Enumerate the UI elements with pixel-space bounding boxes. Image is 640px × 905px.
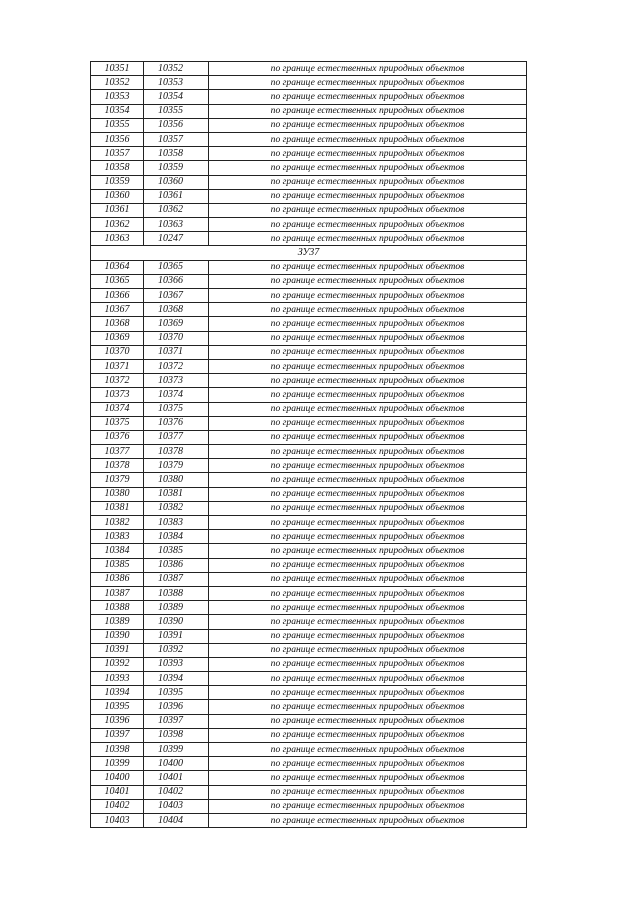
table-row	[91, 714, 527, 728]
point-from-cell: 10370	[91, 345, 144, 359]
boundary-description-cell: по границе естественных природных объектов	[209, 757, 527, 771]
table-row	[91, 76, 527, 90]
point-to-cell: 10367	[144, 289, 209, 303]
boundary-description-cell: по границе естественных природных объектов	[209, 218, 527, 232]
table-row	[91, 743, 527, 757]
point-to-cell: 10353	[144, 76, 209, 90]
boundary-description-cell: по границе естественных природных объектов	[209, 459, 527, 473]
point-from-cell: 10392	[91, 657, 144, 671]
point-to-cell: 10378	[144, 445, 209, 459]
point-to-cell: 10389	[144, 601, 209, 615]
point-to-cell: 10360	[144, 175, 209, 189]
boundary-description-cell: по границе естественных природных объектов	[209, 558, 527, 572]
point-to-cell: 10376	[144, 416, 209, 430]
point-to-cell: 10393	[144, 657, 209, 671]
point-from-cell: 10371	[91, 359, 144, 373]
table-row	[91, 161, 527, 175]
point-from-cell: 10357	[91, 147, 144, 161]
table-row	[91, 331, 527, 345]
point-from-cell: 10376	[91, 430, 144, 444]
point-to-cell: 10372	[144, 359, 209, 373]
point-to-cell: 10365	[144, 260, 209, 274]
table-row	[91, 62, 527, 76]
point-from-cell: 10373	[91, 388, 144, 402]
boundary-description-cell: по границе естественных природных объектов	[209, 161, 527, 175]
boundary-description-cell: по границе естественных природных объектов	[209, 62, 527, 76]
point-to-cell: 10375	[144, 402, 209, 416]
point-from-cell: 10375	[91, 416, 144, 430]
point-to-cell: 10398	[144, 728, 209, 742]
table-row	[91, 586, 527, 600]
point-to-cell: 10392	[144, 643, 209, 657]
table-row	[91, 516, 527, 530]
boundary-description-cell: по границе естественных природных объектов	[209, 189, 527, 203]
table-row	[91, 203, 527, 217]
point-from-cell: 10379	[91, 473, 144, 487]
boundary-description-cell: по границе естественных природных объектов	[209, 104, 527, 118]
boundary-description-cell: по границе естественных природных объектов	[209, 473, 527, 487]
table-row	[91, 218, 527, 232]
table-row	[91, 445, 527, 459]
table-row	[91, 459, 527, 473]
boundary-description-cell: по границе естественных природных объектов	[209, 672, 527, 686]
boundary-points-table	[90, 61, 527, 828]
table-row	[91, 175, 527, 189]
point-to-cell: 10357	[144, 132, 209, 146]
boundary-description-cell: по границе естественных природных объектов	[209, 530, 527, 544]
point-to-cell: 10382	[144, 501, 209, 515]
point-from-cell: 10388	[91, 601, 144, 615]
point-from-cell: 10372	[91, 374, 144, 388]
point-to-cell: 10377	[144, 430, 209, 444]
table-row	[91, 487, 527, 501]
boundary-description-cell: по границе естественных природных объектов	[209, 629, 527, 643]
boundary-description-cell: по границе естественных природных объектов	[209, 728, 527, 742]
table-row	[91, 544, 527, 558]
boundary-description-cell: по границе естественных природных объектов	[209, 374, 527, 388]
boundary-description-cell: по границе естественных природных объектов	[209, 700, 527, 714]
boundary-description-cell: по границе естественных природных объектов	[209, 274, 527, 288]
table-row	[91, 104, 527, 118]
table-row	[91, 501, 527, 515]
boundary-description-cell: по границе естественных природных объектов	[209, 785, 527, 799]
point-from-cell: 10394	[91, 686, 144, 700]
table-row	[91, 629, 527, 643]
table-row	[91, 274, 527, 288]
point-from-cell: 10374	[91, 402, 144, 416]
table-row	[91, 615, 527, 629]
table-row	[91, 90, 527, 104]
boundary-description-cell: по границе естественных природных объектов	[209, 643, 527, 657]
point-to-cell: 10371	[144, 345, 209, 359]
point-to-cell: 10384	[144, 530, 209, 544]
table-row	[91, 572, 527, 586]
table-row	[91, 530, 527, 544]
point-from-cell: 10378	[91, 459, 144, 473]
table-row	[91, 757, 527, 771]
table-row	[91, 430, 527, 444]
point-from-cell: 10401	[91, 785, 144, 799]
table-row	[91, 785, 527, 799]
table-row	[91, 232, 527, 246]
point-to-cell: 10401	[144, 771, 209, 785]
boundary-description-cell: по границе естественных природных объектов	[209, 76, 527, 90]
table-row	[91, 359, 527, 373]
boundary-description-cell: по границе естественных природных объектов	[209, 175, 527, 189]
boundary-description-cell: по границе естественных природных объектов	[209, 516, 527, 530]
point-from-cell: 10382	[91, 516, 144, 530]
table-row	[91, 260, 527, 274]
boundary-description-cell: по границе естественных природных объектов	[209, 203, 527, 217]
point-from-cell: 10377	[91, 445, 144, 459]
point-to-cell: 10391	[144, 629, 209, 643]
point-from-cell: 10366	[91, 289, 144, 303]
point-to-cell: 10400	[144, 757, 209, 771]
table-row	[91, 771, 527, 785]
boundary-description-cell: по границе естественных природных объектов	[209, 388, 527, 402]
point-from-cell: 10359	[91, 175, 144, 189]
point-from-cell: 10383	[91, 530, 144, 544]
point-to-cell: 10380	[144, 473, 209, 487]
table-row	[91, 416, 527, 430]
table-row	[91, 686, 527, 700]
boundary-description-cell: по границе естественных природных объектов	[209, 402, 527, 416]
point-to-cell: 10363	[144, 218, 209, 232]
point-from-cell: 10356	[91, 132, 144, 146]
boundary-description-cell: по границе естественных природных объектов	[209, 445, 527, 459]
table-row	[91, 799, 527, 813]
table-row	[91, 388, 527, 402]
point-from-cell: 10368	[91, 317, 144, 331]
table-row	[91, 317, 527, 331]
boundary-description-cell: по границе естественных природных объектов	[209, 544, 527, 558]
boundary-description-cell: по границе естественных природных объектов	[209, 799, 527, 813]
point-from-cell: 10399	[91, 757, 144, 771]
point-to-cell: 10395	[144, 686, 209, 700]
point-from-cell: 10386	[91, 572, 144, 586]
boundary-description-cell: по границе естественных природных объектов	[209, 118, 527, 132]
point-to-cell: 10390	[144, 615, 209, 629]
table-row	[91, 473, 527, 487]
point-to-cell: 10373	[144, 374, 209, 388]
table-row	[91, 558, 527, 572]
point-to-cell: 10354	[144, 90, 209, 104]
table-row	[91, 345, 527, 359]
boundary-description-cell: по границе естественных природных объектов	[209, 132, 527, 146]
table-row	[91, 303, 527, 317]
point-to-cell: 10379	[144, 459, 209, 473]
point-from-cell: 10363	[91, 232, 144, 246]
point-to-cell: 10394	[144, 672, 209, 686]
boundary-description-cell: по границе естественных природных объектов	[209, 430, 527, 444]
point-from-cell: 10351	[91, 62, 144, 76]
table-row	[91, 402, 527, 416]
table-row	[91, 132, 527, 146]
point-from-cell: 10395	[91, 700, 144, 714]
boundary-description-cell: по границе естественных природных объектов	[209, 90, 527, 104]
point-to-cell: 10356	[144, 118, 209, 132]
point-to-cell: 10404	[144, 813, 209, 827]
boundary-description-cell: по границе естественных природных объектов	[209, 771, 527, 785]
point-to-cell: 10381	[144, 487, 209, 501]
boundary-description-cell: по границе естественных природных объектов	[209, 813, 527, 827]
point-from-cell: 10353	[91, 90, 144, 104]
point-to-cell: 10352	[144, 62, 209, 76]
point-from-cell: 10396	[91, 714, 144, 728]
point-from-cell: 10393	[91, 672, 144, 686]
boundary-description-cell: по границе естественных природных объектов	[209, 743, 527, 757]
point-from-cell: 10381	[91, 501, 144, 515]
boundary-description-cell: по границе естественных природных объектов	[209, 601, 527, 615]
point-from-cell: 10352	[91, 76, 144, 90]
point-from-cell: 10403	[91, 813, 144, 827]
table-row	[91, 601, 527, 615]
point-to-cell: 10374	[144, 388, 209, 402]
section-label: ЗУ37	[91, 246, 527, 260]
boundary-description-cell: по границе естественных природных объектов	[209, 615, 527, 629]
table-row	[91, 118, 527, 132]
point-from-cell: 10367	[91, 303, 144, 317]
point-to-cell: 10397	[144, 714, 209, 728]
point-to-cell: 10362	[144, 203, 209, 217]
point-to-cell: 10387	[144, 572, 209, 586]
point-from-cell: 10385	[91, 558, 144, 572]
section-header-row	[91, 246, 527, 260]
point-from-cell: 10390	[91, 629, 144, 643]
point-from-cell: 10364	[91, 260, 144, 274]
point-to-cell: 10403	[144, 799, 209, 813]
boundary-description-cell: по границе естественных природных объектов	[209, 714, 527, 728]
point-from-cell: 10355	[91, 118, 144, 132]
point-to-cell: 10368	[144, 303, 209, 317]
point-to-cell: 10247	[144, 232, 209, 246]
point-from-cell: 10361	[91, 203, 144, 217]
boundary-description-cell: по границе естественных природных объектов	[209, 572, 527, 586]
point-to-cell: 10402	[144, 785, 209, 799]
point-to-cell: 10388	[144, 586, 209, 600]
point-to-cell: 10386	[144, 558, 209, 572]
table-row	[91, 657, 527, 671]
boundary-description-cell: по границе естественных природных объектов	[209, 232, 527, 246]
point-to-cell: 10366	[144, 274, 209, 288]
boundary-description-cell: по границе естественных природных объектов	[209, 289, 527, 303]
boundary-description-cell: по границе естественных природных объектов	[209, 359, 527, 373]
point-to-cell: 10396	[144, 700, 209, 714]
point-to-cell: 10369	[144, 317, 209, 331]
boundary-description-cell: по границе естественных природных объектов	[209, 260, 527, 274]
point-from-cell: 10354	[91, 104, 144, 118]
point-from-cell: 10365	[91, 274, 144, 288]
point-from-cell: 10369	[91, 331, 144, 345]
boundary-description-cell: по границе естественных природных объектов	[209, 686, 527, 700]
boundary-description-cell: по границе естественных природных объектов	[209, 416, 527, 430]
table-row	[91, 813, 527, 827]
table-row	[91, 147, 527, 161]
point-from-cell: 10398	[91, 743, 144, 757]
point-to-cell: 10370	[144, 331, 209, 345]
table-row	[91, 643, 527, 657]
point-from-cell: 10380	[91, 487, 144, 501]
boundary-description-cell: по границе естественных природных объектов	[209, 303, 527, 317]
point-from-cell: 10391	[91, 643, 144, 657]
boundary-description-cell: по границе естественных природных объектов	[209, 317, 527, 331]
boundary-description-cell: по границе естественных природных объектов	[209, 586, 527, 600]
boundary-description-cell: по границе естественных природных объектов	[209, 331, 527, 345]
table-row	[91, 289, 527, 303]
point-from-cell: 10402	[91, 799, 144, 813]
table-row	[91, 672, 527, 686]
point-to-cell: 10399	[144, 743, 209, 757]
point-to-cell: 10385	[144, 544, 209, 558]
boundary-description-cell: по границе естественных природных объектов	[209, 501, 527, 515]
boundary-description-cell: по границе естественных природных объектов	[209, 147, 527, 161]
boundary-description-cell: по границе естественных природных объектов	[209, 657, 527, 671]
point-to-cell: 10383	[144, 516, 209, 530]
table-body	[91, 62, 527, 828]
table-row	[91, 700, 527, 714]
point-from-cell: 10384	[91, 544, 144, 558]
point-from-cell: 10360	[91, 189, 144, 203]
table-row	[91, 374, 527, 388]
point-from-cell: 10389	[91, 615, 144, 629]
point-to-cell: 10361	[144, 189, 209, 203]
point-from-cell: 10387	[91, 586, 144, 600]
point-from-cell: 10362	[91, 218, 144, 232]
boundary-description-cell: по границе естественных природных объектов	[209, 487, 527, 501]
table-row	[91, 728, 527, 742]
point-from-cell: 10397	[91, 728, 144, 742]
point-from-cell: 10400	[91, 771, 144, 785]
point-from-cell: 10358	[91, 161, 144, 175]
point-to-cell: 10359	[144, 161, 209, 175]
table-row	[91, 189, 527, 203]
boundary-description-cell: по границе естественных природных объектов	[209, 345, 527, 359]
point-to-cell: 10358	[144, 147, 209, 161]
point-to-cell: 10355	[144, 104, 209, 118]
